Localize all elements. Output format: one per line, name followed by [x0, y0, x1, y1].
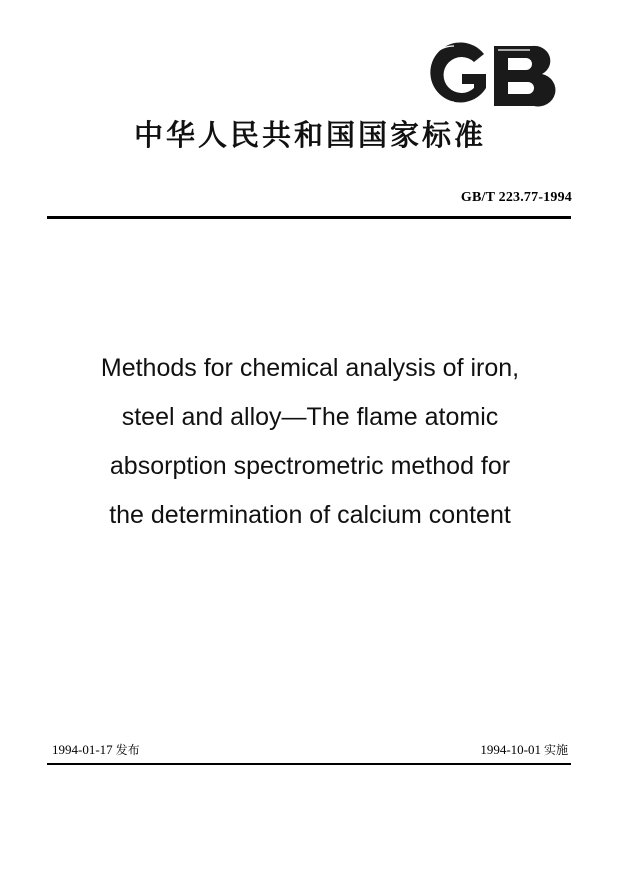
document-title-line: steel and alloy—The flame atomic	[121, 403, 499, 431]
document-title-line: the determination of calcium content	[109, 501, 511, 529]
gb-logo-icon	[424, 38, 558, 114]
standard-code: GB/T 223.77-1994	[460, 190, 572, 205]
document-title	[40, 344, 580, 540]
implement-date-block	[480, 741, 568, 758]
issue-label: 发布	[115, 743, 140, 757]
implement-label: 实施	[543, 743, 568, 757]
issue-date: 1994-01-17	[52, 742, 113, 757]
standard-issuer-title: 中华人民共和国国家标准	[133, 118, 486, 152]
top-divider	[47, 216, 571, 219]
document-title-line: Methods for chemical analysis of iron,	[100, 354, 520, 382]
bottom-divider	[47, 763, 571, 765]
issue-date-block	[52, 741, 140, 758]
implement-date: 1994-10-01	[480, 742, 541, 757]
document-title-line: absorption spectrometric method for	[109, 452, 511, 480]
